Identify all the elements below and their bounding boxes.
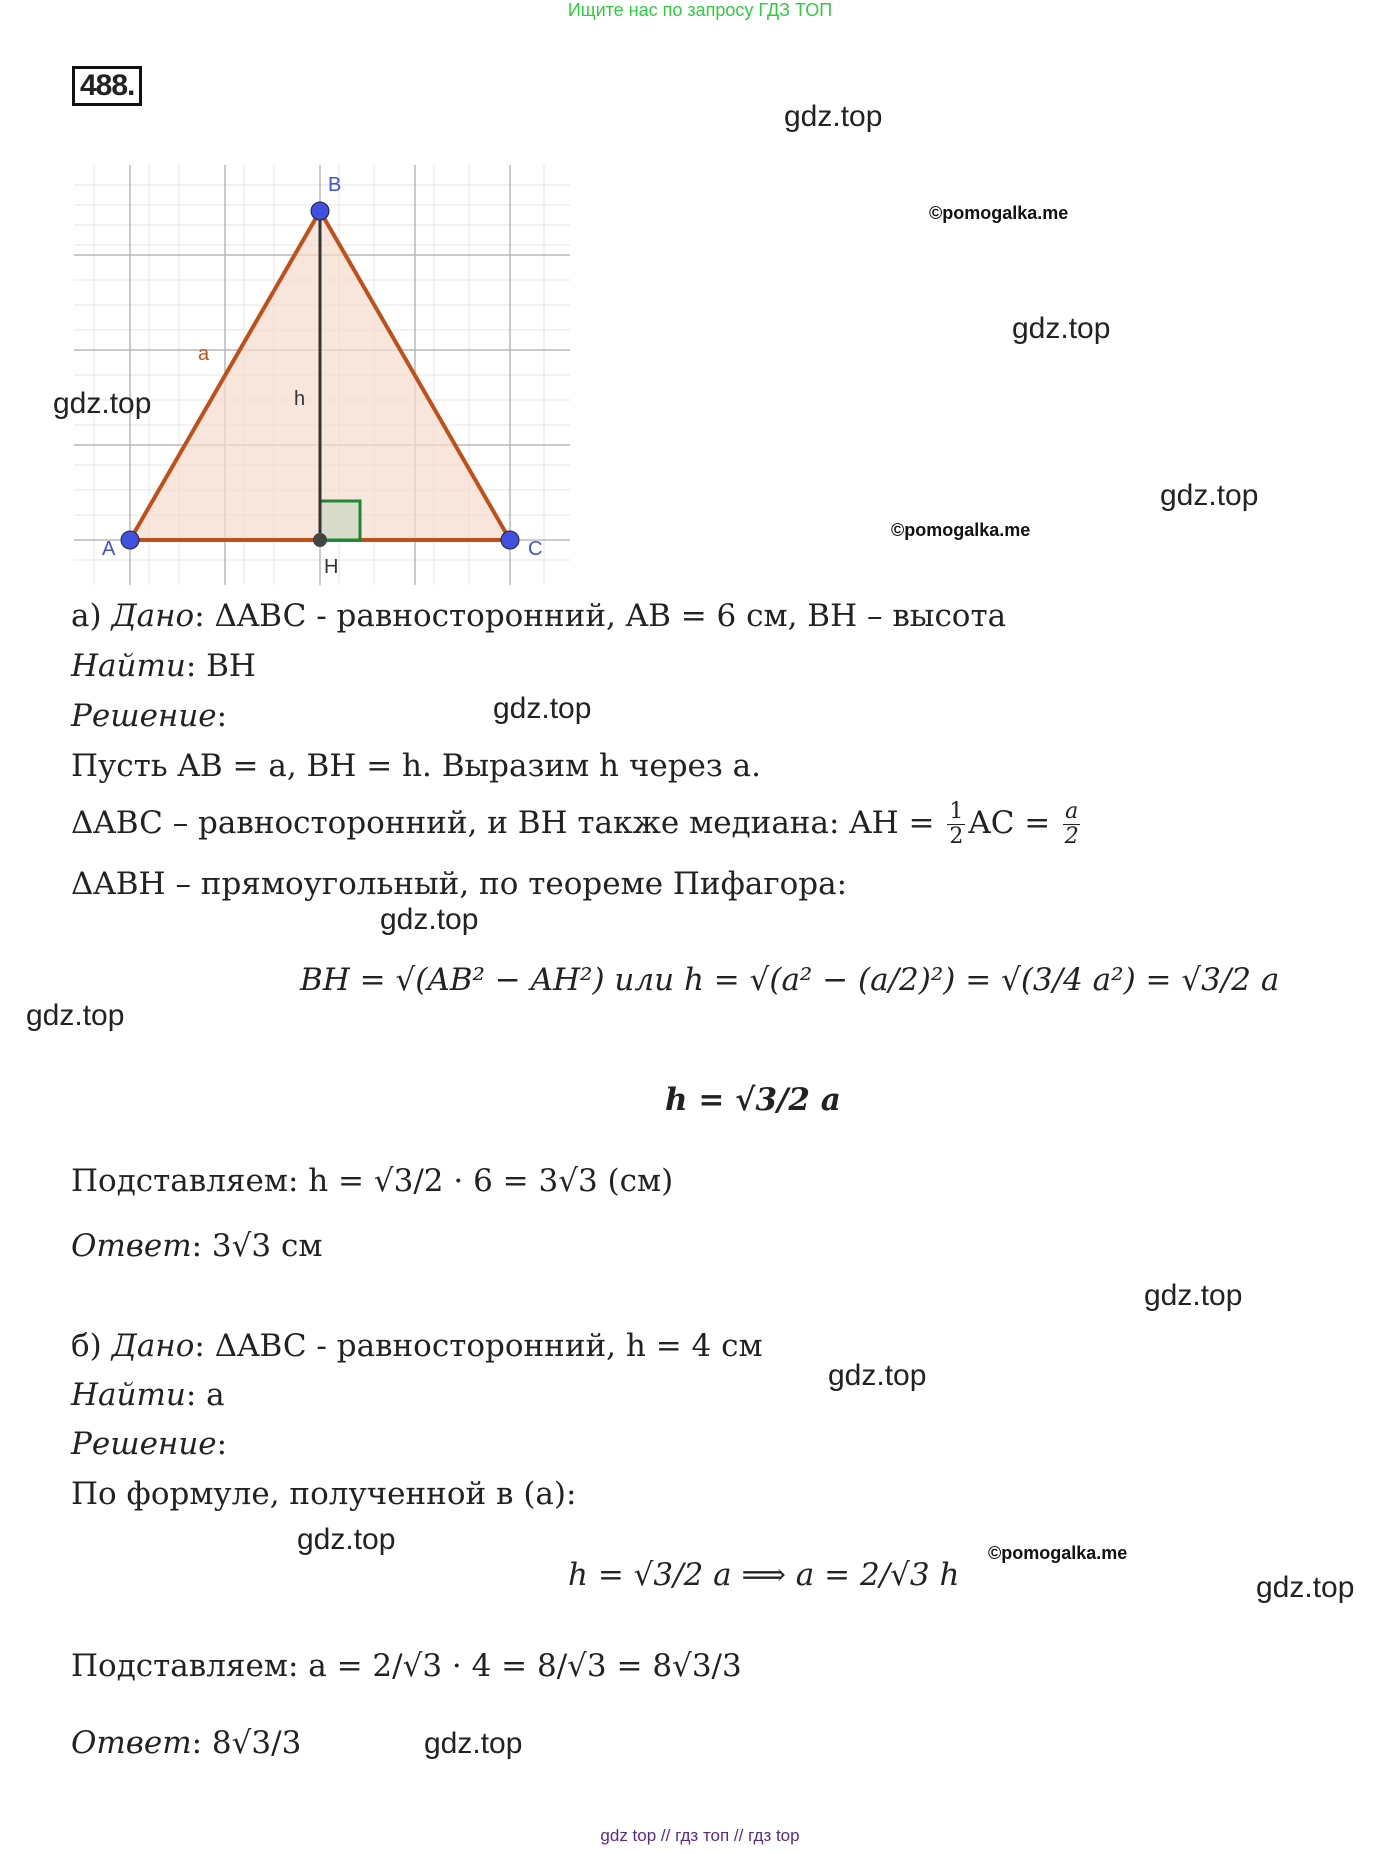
watermark-gdz: gdz.top — [424, 1727, 523, 1760]
frac-den: 2 — [949, 824, 964, 849]
part-a-given — [71, 596, 1006, 636]
solution-label: Решение — [71, 1426, 217, 1462]
frac-den: 2 — [1064, 824, 1079, 849]
step2-mid: AC = — [968, 805, 1061, 841]
right-angle-mark — [320, 501, 360, 540]
label-a-point: A — [102, 538, 116, 560]
part-b-find — [71, 1375, 225, 1415]
given-label: Дано — [111, 1328, 195, 1364]
given-label: Дано — [111, 598, 195, 634]
part-a-step2 — [71, 800, 1083, 849]
problem-number: 488. — [72, 66, 142, 106]
part-a-find — [71, 646, 256, 686]
find-label: Найти — [71, 648, 186, 684]
given-prefix: а) — [71, 598, 112, 634]
given-text: : ΔABC - равносторонний, h = 4 см — [194, 1328, 763, 1364]
watermark-gdz: gdz.top — [297, 1523, 396, 1556]
watermark-gdz: gdz.top — [1144, 1279, 1243, 1312]
watermark-gdz: gdz.top — [493, 692, 592, 725]
step2-text: ΔABC – равносторонний, и BH также медиана: AH = — [71, 805, 945, 841]
part-b-answer: Ответ: 8√3/3 — [71, 1725, 302, 1761]
point-h — [313, 533, 327, 547]
watermark-gdz: gdz.top — [380, 903, 479, 936]
part-a-formula: BH = √(AB² − AH²) или h = √(a² − (a/2)²) = √(3/4 a²) = √3/2 a — [300, 962, 1280, 998]
point-b — [311, 202, 329, 220]
part-a-substitution: Подставляем: h = √3/2 · 6 = 3√3 (см) — [71, 1163, 674, 1199]
watermark-gdz: gdz.top — [53, 387, 152, 420]
part-a-answer — [71, 1226, 322, 1266]
frac-num: 1 — [949, 799, 964, 824]
watermark-gdz: gdz.top — [828, 1359, 927, 1392]
answer-label: Ответ — [71, 1725, 192, 1761]
label-c-point: C — [528, 538, 543, 560]
part-a-solution — [71, 696, 227, 736]
part-b-step1: По формуле, полученной в (а): — [71, 1476, 577, 1512]
part-a-result: h = √3/2 a — [665, 1082, 841, 1118]
answer-text: : 3√3 см — [191, 1228, 323, 1264]
part-b-formula: h = √3/2 a ⟹ a = 2/√3 h — [568, 1557, 960, 1593]
watermark-pomogalka: ©pomogalka.me — [988, 1543, 1128, 1563]
answer-label: Ответ — [71, 1228, 192, 1264]
watermark-gdz: gdz.top — [1256, 1571, 1355, 1604]
watermark-gdz: gdz.top — [784, 100, 883, 133]
watermark-pomogalka: ©pomogalka.me — [929, 203, 1069, 223]
watermark-gdz: gdz.top — [1012, 312, 1111, 345]
watermark-pomogalka: ©pomogalka.me — [891, 520, 1031, 540]
find-text: : a — [185, 1377, 225, 1413]
point-a — [121, 531, 139, 549]
watermark-gdz: gdz.top — [26, 999, 125, 1032]
footer-links: gdz top // гдз топ // гдз top — [600, 1826, 800, 1845]
part-b-given — [71, 1326, 763, 1366]
colon: : — [216, 698, 228, 734]
part-a-step1: Пусть AB = a, BH = h. Выразим h через a. — [71, 748, 761, 784]
find-text: : BH — [185, 648, 256, 684]
given-text: : ΔABC - равносторонний, AB = 6 см, BH – высота — [194, 598, 1007, 634]
label-height-h: h — [294, 388, 306, 410]
part-a-step3: ΔABH – прямоугольный, по теореме Пифагора: — [71, 866, 848, 902]
label-side-a: a — [198, 343, 210, 365]
frac-num: a — [1065, 799, 1079, 824]
colon: : — [216, 1426, 228, 1462]
label-b-point: B — [328, 174, 342, 196]
find-label: Найти — [71, 1377, 186, 1413]
point-c — [501, 531, 519, 549]
top-banner: Ищите нас по запросу ГДЗ ТОП — [567, 0, 833, 20]
label-h-point: H — [324, 556, 339, 578]
given-prefix: б) — [71, 1328, 112, 1364]
watermark-gdz: gdz.top — [1160, 479, 1259, 512]
part-b-substitution: Подставляем: a = 2/√3 · 4 = 8/√3 = 8√3/3 — [71, 1648, 742, 1684]
triangle-figure — [74, 165, 570, 585]
part-b-solution — [71, 1424, 227, 1464]
solution-label: Решение — [71, 698, 217, 734]
answer-text: 8√3/3 — [211, 1725, 302, 1761]
